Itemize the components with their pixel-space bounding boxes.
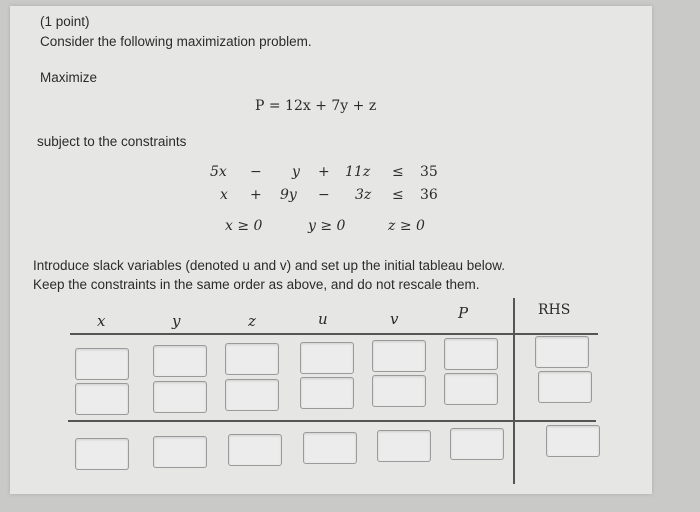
- c2-relation: ≤: [392, 187, 404, 203]
- nonneg-z: z ≥ 0: [388, 218, 425, 234]
- c1-term1: 5x: [210, 164, 227, 180]
- cell-r2-p[interactable]: [444, 373, 498, 405]
- cell-r2-x[interactable]: [75, 383, 129, 415]
- c1-term3: 11z: [345, 164, 371, 180]
- cell-r1-v[interactable]: [372, 340, 426, 372]
- c1-term2: y: [292, 164, 300, 180]
- cell-r3-u[interactable]: [303, 432, 357, 464]
- header-v: v: [390, 310, 399, 328]
- header-z: z: [248, 312, 256, 330]
- cell-r1-x[interactable]: [75, 348, 129, 380]
- subject-label: subject to the constraints: [37, 134, 187, 149]
- objective-function: P = 12x + 7y + z: [255, 98, 377, 114]
- cell-r2-y[interactable]: [153, 381, 207, 413]
- c2-term2: 9y: [280, 187, 297, 203]
- cell-r3-p[interactable]: [450, 428, 504, 460]
- instruction-line-1: Introduce slack variables (denoted u and v) and set up the initial tableau below.: [33, 258, 506, 273]
- c1-op1: −: [250, 164, 262, 180]
- tableau-header-rule: [70, 333, 598, 335]
- cell-r3-y[interactable]: [153, 436, 207, 468]
- intro-text: Consider the following maximization problem.: [40, 34, 312, 49]
- cell-r2-z[interactable]: [225, 379, 279, 411]
- header-y: y: [172, 312, 181, 330]
- c2-term3: 3z: [355, 187, 372, 203]
- cell-r2-rhs[interactable]: [538, 371, 592, 403]
- header-x: x: [97, 312, 106, 330]
- nonneg-x: x ≥ 0: [225, 218, 263, 234]
- tableau-objective-rule: [68, 420, 596, 422]
- cell-r1-rhs[interactable]: [535, 336, 589, 368]
- cell-r2-u[interactable]: [300, 377, 354, 409]
- header-p: P: [458, 304, 469, 322]
- c2-term1: x: [220, 187, 228, 203]
- cell-r1-p[interactable]: [444, 338, 498, 370]
- header-u: u: [318, 310, 328, 328]
- c2-rhs: 36: [420, 187, 438, 203]
- tableau-rhs-divider: [513, 298, 515, 484]
- c2-op1: +: [250, 187, 262, 203]
- c1-op2: +: [318, 164, 330, 180]
- points-label: (1 point): [40, 14, 90, 29]
- cell-r1-z[interactable]: [225, 343, 279, 375]
- cell-r1-y[interactable]: [153, 345, 207, 377]
- cell-r3-z[interactable]: [228, 434, 282, 466]
- c2-op2: −: [318, 187, 330, 203]
- header-rhs: RHS: [538, 302, 571, 318]
- instruction-line-2: Keep the constraints in the same order as above, and do not rescale them.: [33, 277, 480, 292]
- c1-rhs: 35: [420, 164, 438, 180]
- cell-r3-x[interactable]: [75, 438, 129, 470]
- cell-r3-v[interactable]: [377, 430, 431, 462]
- cell-r2-v[interactable]: [372, 375, 426, 407]
- nonneg-y: y ≥ 0: [308, 218, 346, 234]
- cell-r3-rhs[interactable]: [546, 425, 600, 457]
- c1-relation: ≤: [392, 164, 404, 180]
- maximize-label: Maximize: [40, 70, 98, 85]
- cell-r1-u[interactable]: [300, 342, 354, 374]
